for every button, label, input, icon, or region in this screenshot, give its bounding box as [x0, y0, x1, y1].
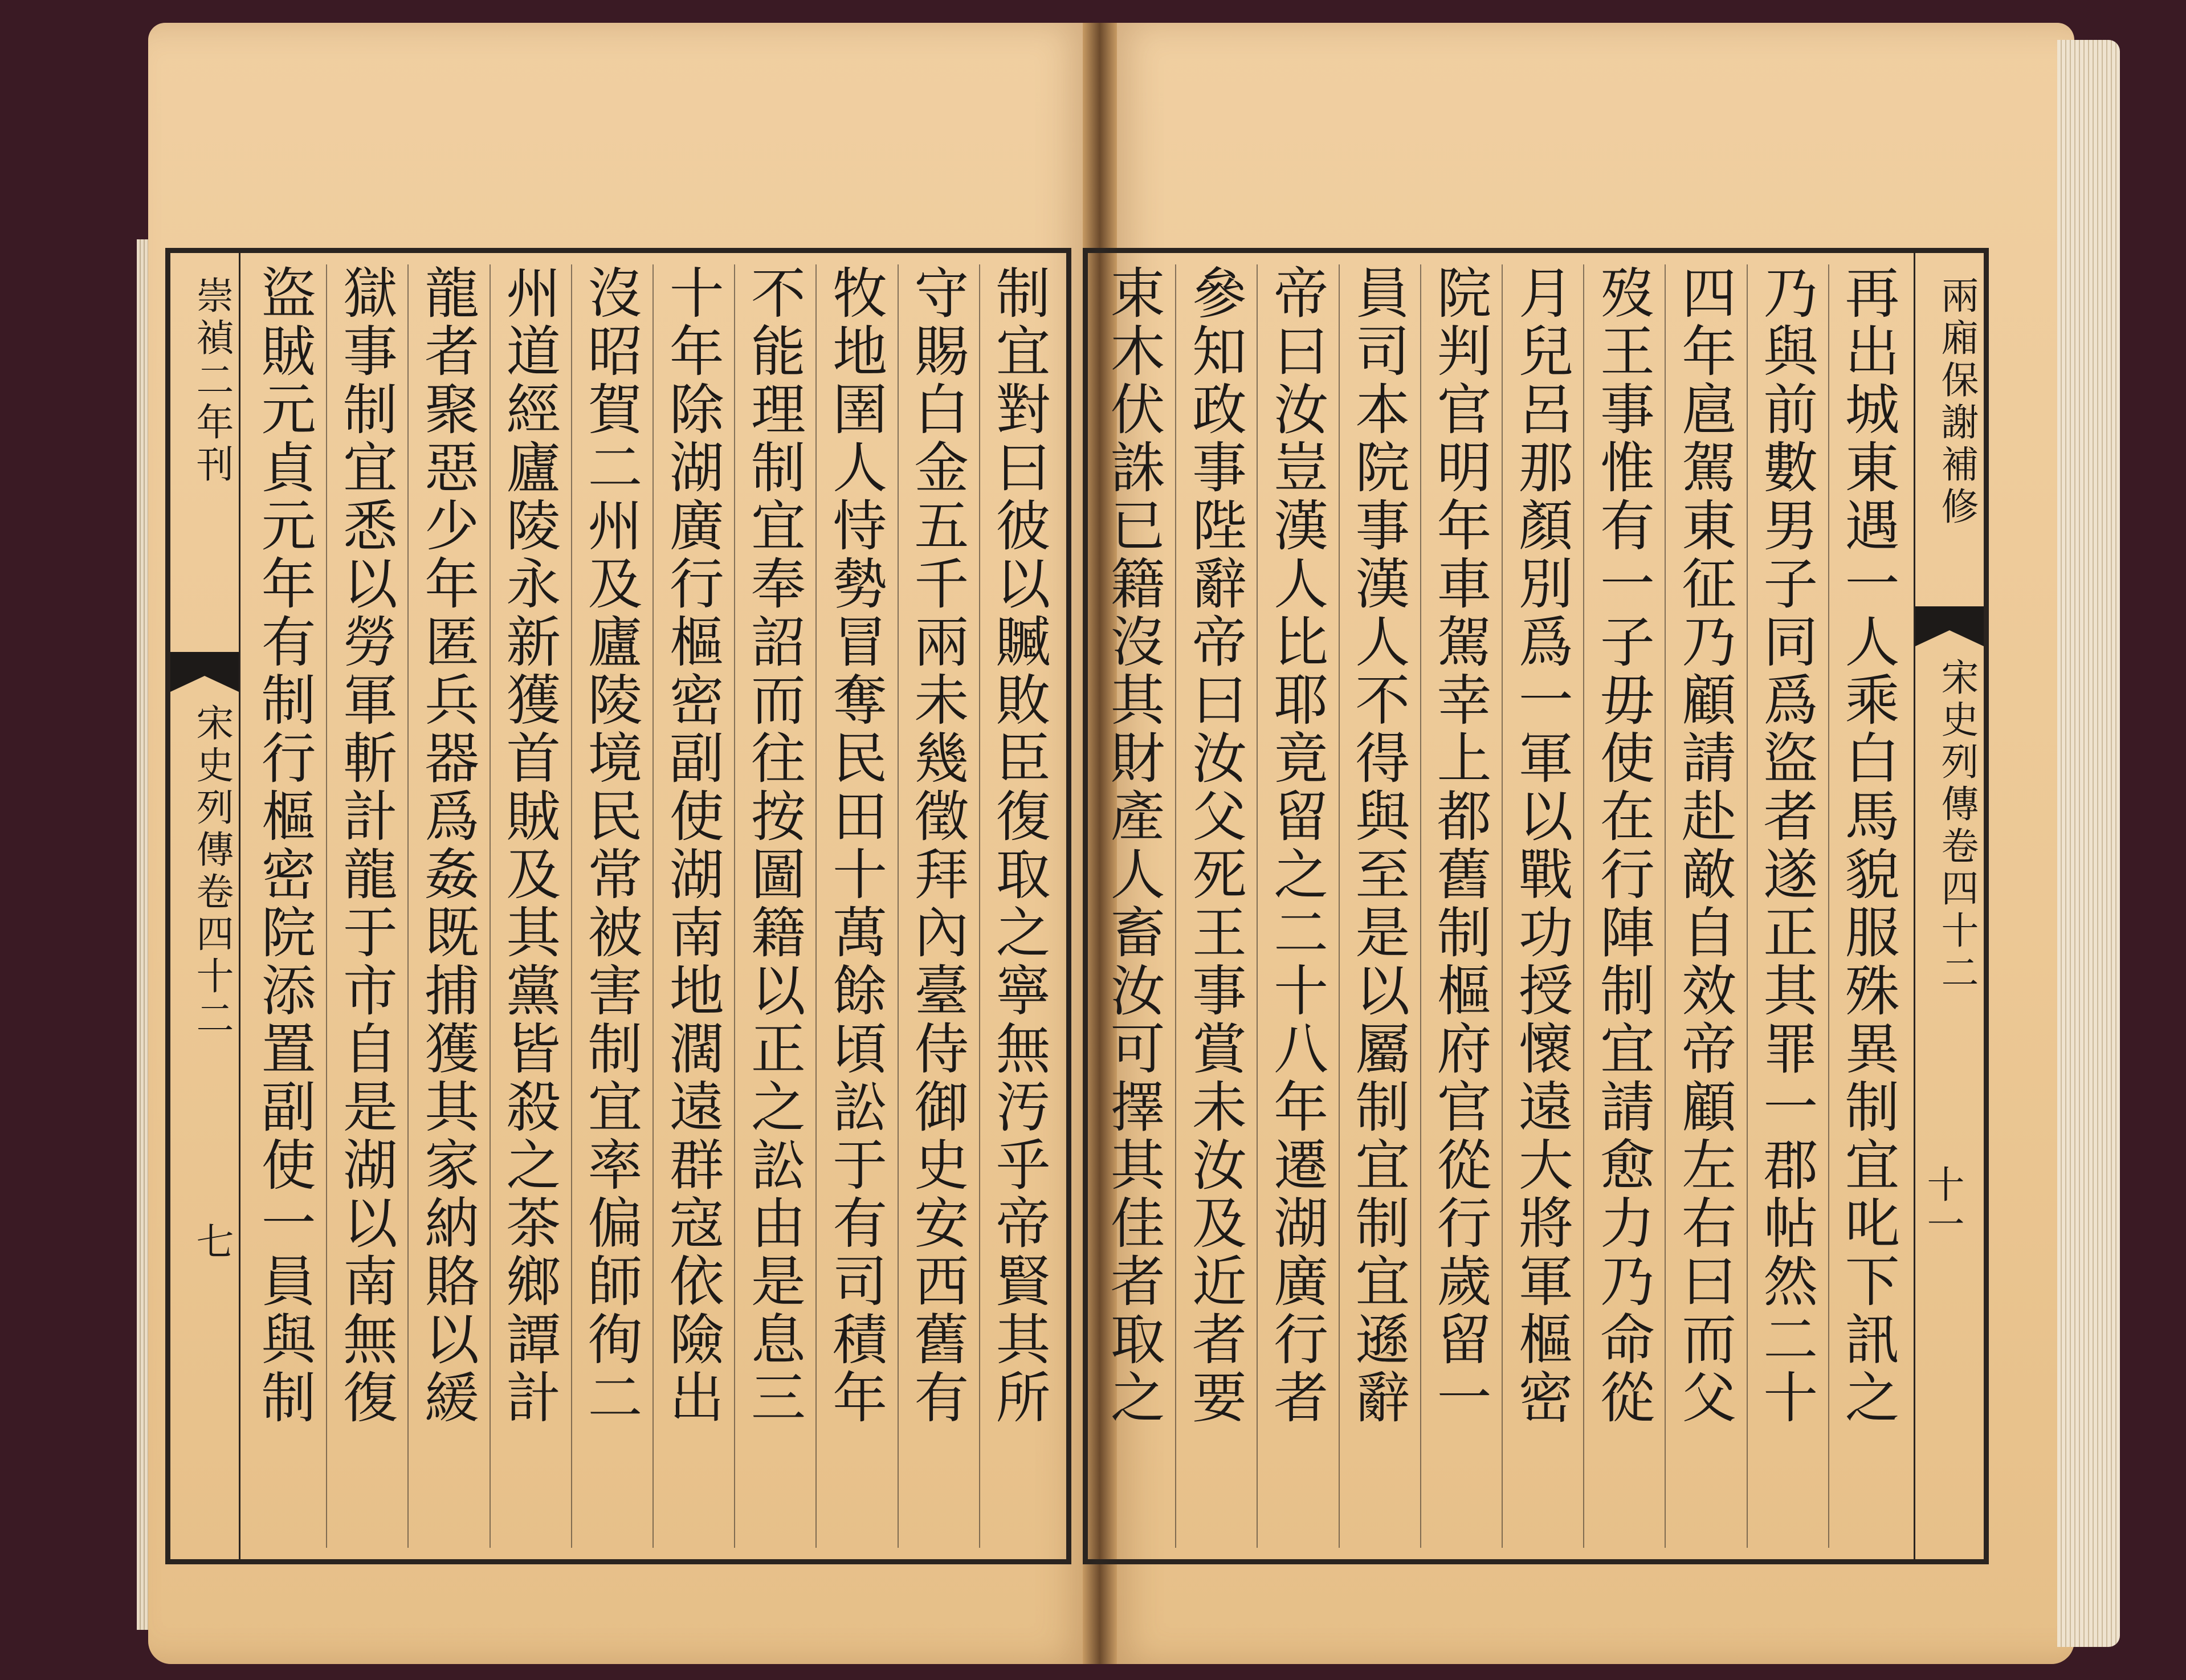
text-column: 沒昭賀二州及廬陵境民常被害制宜率偏師徇二: [571, 264, 652, 1548]
left-banxin-rule: [239, 253, 240, 1559]
text-column: 束木伏誅已籍沒其財產人畜汝可擇其佳者取之: [1102, 264, 1166, 1427]
left-text-columns: [244, 264, 1061, 1548]
text-column: 院判官明年車駕幸上都舊制樞府官從行歲留一: [1420, 264, 1502, 1548]
text-column: 制宜對曰彼以贓敗臣復取之寧無汚乎帝賢其所: [979, 264, 1061, 1548]
left-folio: 七: [190, 1222, 234, 1262]
left-banxin-title: 宋史列傳卷四十二: [190, 703, 234, 1041]
text-column: 月兒呂那顏別爲一軍以戰功授懷遠大將軍樞密: [1502, 264, 1583, 1548]
text-column: 四年扈駕東征乃顧請赴敵自效帝顧左右曰而父: [1665, 264, 1746, 1548]
right-banxin-title: 宋史列傳卷四十二: [1935, 658, 1979, 995]
text-column: 歿王事惟有一子毋使在行陣制宜請愈力乃命從: [1583, 264, 1665, 1548]
text-column: 盜賊元貞元年有制行樞密院添置副使一員與制: [252, 264, 317, 1427]
right-text-columns: [1094, 264, 1910, 1548]
text-column: 參知政事陛辭帝曰汝父死王事賞未汝及近者要: [1175, 264, 1257, 1548]
text-column: 龍者聚惡少年匿兵器爲姦既捕獲其家納賂以緩: [407, 264, 489, 1548]
text-column: 員司本院事漢人不得與至是以屬制宜制宜遜辭: [1339, 264, 1420, 1548]
text-column: 州道經廬陵永新獲首賊及其黨皆殺之茶鄉譚計: [490, 264, 571, 1548]
text-column: 十年除湖廣行樞密副使湖南地濶遠群寇依險出: [652, 264, 734, 1548]
text-column: 再出城東遇一人乘白馬貌服殊異制宜叱下訊之: [1828, 264, 1910, 1548]
left-text-frame: [165, 248, 1071, 1564]
text-column: 獄事制宜悉以勞軍斬計龍于市自是湖以南無復: [326, 264, 407, 1548]
right-text-frame: [1083, 248, 1989, 1564]
right-folio: 十一: [1920, 1165, 1964, 1245]
left-margin-note: 崇禎二年刊: [190, 276, 234, 487]
right-banxin-top: 兩廂保謝補修: [1935, 276, 1979, 529]
text-column: 不能理制宜奉詔而往按圖籍以正之訟由是息三: [734, 264, 815, 1548]
text-column: 乃與前數男子同爲盜者遂正其罪一郡帖然二十: [1747, 264, 1828, 1548]
text-column: 牧地圉人恃勢冒奪民田十萬餘頃訟于有司積年: [815, 264, 897, 1548]
right-leaf-edge: [2057, 40, 2120, 1647]
text-column: 守賜白金五千兩未幾徵拜內臺侍御史安西舊有: [898, 264, 979, 1548]
text-column: 帝曰汝豈漢人比耶竟留之二十八年遷湖廣行者: [1257, 264, 1338, 1548]
